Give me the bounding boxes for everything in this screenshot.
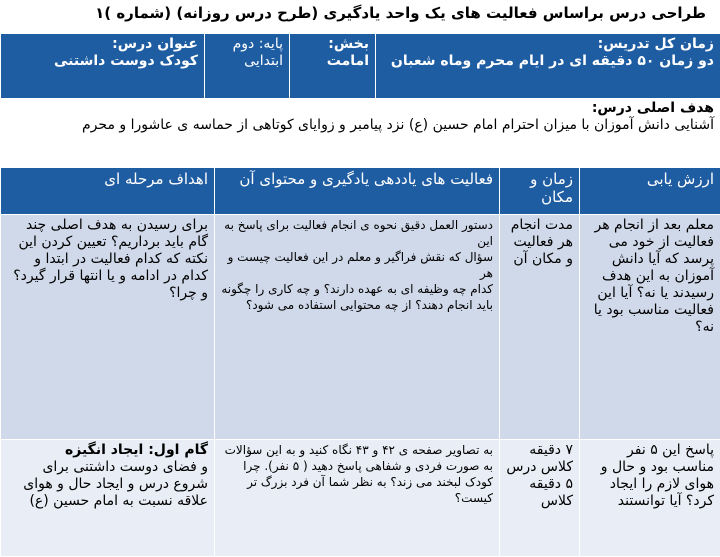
- total-time-value: دو زمان ۵۰ دقیقه ای در ایام محرم وماه شعبان: [382, 53, 714, 70]
- total-time-cell: [376, 34, 720, 99]
- activity-line: باید انجام دهند؟ از چه محتوایی استفاده می شود؟: [221, 297, 493, 313]
- topic-value: کودک دوست داشتنی: [7, 53, 198, 70]
- lesson-plan-table: [0, 167, 720, 557]
- grade-cell: [205, 34, 290, 99]
- course-info-table: [0, 33, 720, 99]
- eval-cell: معلم بعد از انجام هر فعالیت از خود می پرسد که آیا دانش آموزان به این هدف رسیدند یا نه؟ آیا این فعالیت مناسب بود یا نه؟: [580, 215, 720, 440]
- total-time-label: زمان کل تدریس:: [382, 36, 714, 53]
- activities-cell: [215, 440, 500, 557]
- section-label: بخش: امامت: [327, 36, 369, 69]
- activity-line: به صورت فردی و شفاهی پاسخ دهید ( ۵ نفر). چرا: [221, 458, 493, 474]
- main-goal: [0, 100, 714, 134]
- column-header-eval: ارزش یابی: [580, 168, 720, 215]
- activity-line: کدام چه وظیفه ای به عهده دارند؟ و چه کاری را چگونه: [221, 281, 493, 297]
- activity-line: سؤال که نقش فراگیر و معلم در این فعالیت چیست و هر: [221, 249, 493, 281]
- eval-cell: پاسخ این ۵ نفر مناسب بود و حال و هوای لازم را ایجاد کرد؟ آیا توانستند: [580, 440, 720, 557]
- main-goal-label: هدف اصلی درس:: [0, 100, 714, 117]
- table-row: [1, 215, 720, 440]
- activities-cell: [215, 215, 500, 440]
- activity-line: کودک لبخند می زند؟ به نظر شما آن فرد بزرگ تر کیست؟: [221, 474, 493, 506]
- topic-label: عنوان درس:: [7, 36, 198, 53]
- column-header-activities: فعالیت های یاددهی یادگیری و محتوای آن: [215, 168, 500, 215]
- step-description: و فضای دوست داشتنی برای شروع درس و ایجاد حال و هوای علاقه نسبت به امام حسین (ع): [23, 459, 208, 509]
- page-title: طراحی درس براساس فعالیت های یک واحد یادگیری (طرح درس روزانه) (شماره )۱: [0, 4, 706, 22]
- main-goal-text: آشنایی دانش آموزان با میزان احترام امام حسین (ع) نزد پیامبر و زوایای کوتاهی از حماسه ی عاشورا و محرم: [82, 117, 714, 133]
- section-cell: [290, 34, 376, 99]
- goals-cell: برای رسیدن به هدف اصلی چند گام باید برداریم؟ تعیین کردن این نکته که کدام فعالیت در ابتدا و کدام در ادامه و یا انتها قرار گیرد؟ و چرا؟: [1, 215, 215, 440]
- activity-line: به تصاویر صفحه ی ۴۲ و ۴۳ نگاه کنید و به این سؤالات: [221, 442, 493, 458]
- time-cell: ۷ دقیقه کلاس درس ۵ دقیقه کلاس: [500, 440, 580, 557]
- goals-cell: [1, 440, 215, 557]
- topic-cell: [1, 34, 205, 99]
- time-cell: مدت انجام هر فعالیت و مکان آن: [500, 215, 580, 440]
- table-row: [1, 440, 720, 557]
- column-header-time: زمان و مکان: [500, 168, 580, 215]
- activity-line: دستور العمل دقیق نحوه ی انجام فعالیت برای پاسخ به این: [221, 217, 493, 249]
- column-header-goals: اهداف مرحله ای: [1, 168, 215, 215]
- step-title: گام اول: ایجاد انگیزه: [7, 442, 208, 459]
- grade-label: پایه: دوم ابتدایی: [233, 36, 283, 69]
